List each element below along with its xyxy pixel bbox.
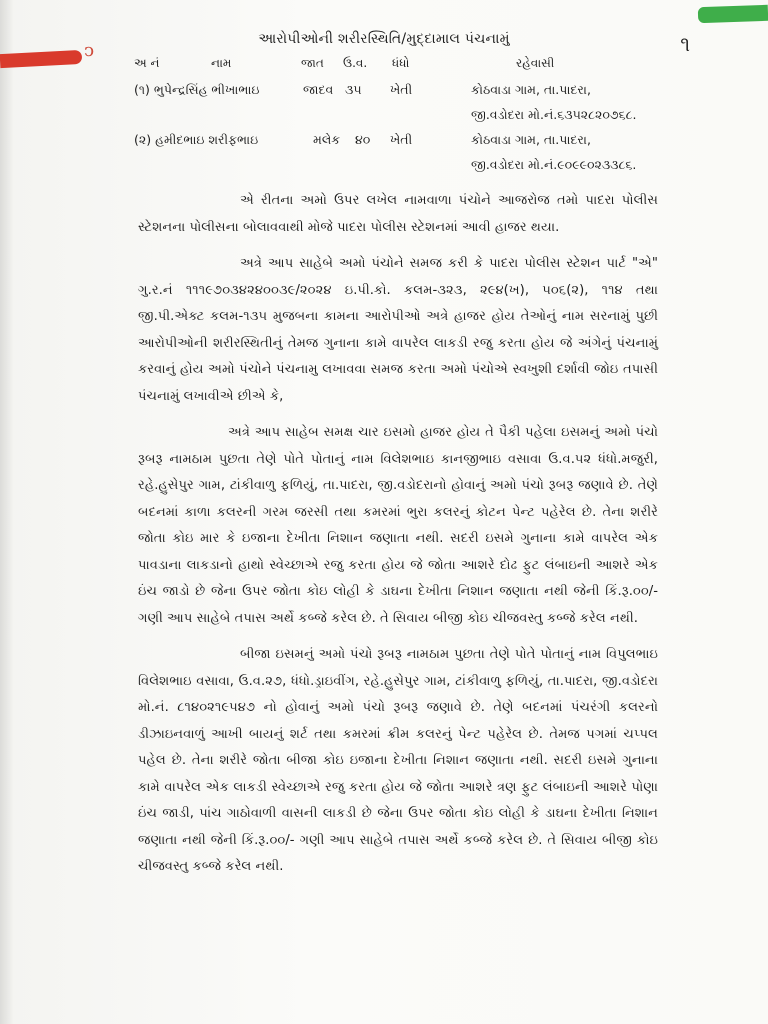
header-age: ઉ.વ. bbox=[343, 56, 368, 70]
paragraph-4: બીજા ઇસમનું અમો પંચો રૂબરૂ નામઠામ પુછતા તેણે પોતે પોતાનું નામ વિપુલભાઇ વિલેશભાઇ વસાવા, ઉ.વ.૨૭, ધંધો.ડ્રાઇવીંગ, રહે.હુસેપુર ગામ, ટાંકીવાળુ ફળિયું, તા.પાદરા, જી.વડોદરા મો.નં. ૮૧૪૦૨૧૯૫૪૭ નો હોવાનું અમો પંચો રૂબરૂ જણાવે છે. તેણે બદનમાં પંચરંગી કલરનો ડીઝાઇનવાળું આખી બાયનું શર્ટ તથા કમરમાં ક્રીમ કલરનું પેન્ટ પહેરેલ છે. તેમજ પગમાં ચપ્પલ પહેલ છે. તેના શરીરે જોતા બીજા કોઇ ઇજાના દેખીતા નિશાન જણાતા નથી. સદરી ઇસમે ગુનાના કામે વાપરેલ એક લાકડી સ્વેચ્છાએ રજુ કરતા હોય જે જોતા આશરે ત્રણ ફુટ લંબાઇની આશરે પોણા ઇંચ જાડી, પાંચ ગાઠોવાળી વાસની લાકડી છે જેના ઉપર જોતા કોઇ લોહી કે ડાઘના દેખીતા નિશાન જણાતા નથી જેની કિં.રૂ.૦૦/- ગણી આપ સાહેબે તપાસ અર્થે કબ્જે કરેલ છે. તે સિવાય બીજી કોઇ ચીજવસ્તુ કબ્જે કરેલ નથી. bbox=[138, 647, 658, 874]
panch-2-age: ૪૦ bbox=[355, 132, 371, 147]
paragraph-1: એ રીતના અમો ઉપર લખેલ નામવાળા પંચોને આજરોજ તમો પાદરા પોલીસ સ્ટેશનના પોલીસના બોલાવવાથી મોજે પાદરા પોલીસ સ્ટેશનમાં આવી હાજર થયા. bbox=[138, 193, 658, 235]
header-sr-no: અ નં bbox=[134, 56, 160, 70]
paragraph-2: અત્રે આપ સાહેબે અમો પંચોને સમજ કરી કે પાદરા પોલીસ સ્ટેશન પાર્ટ "એ" ગુ.ર.નં ૧૧૧૯૭૦૩૪૨૪૦૦૩૯/૨૦૨૪ ઇ.પી.કો. કલમ-૩૨૩, ૨૯૪(ખ), ૫૦૬(૨), ૧૧૪ તથા જી.પી.એક્ટ કલમ-૧૩૫ મુજબના કામના આરોપીઓ અત્રે હાજર હોય તેઓનું નામ સરનામું પુછી આરોપીઓની શરીરસ્થિતીનું તેમજ ગુનાના કામે વાપરેલ લાકડી રજુ કરતા હોય જે અંગેનું પંચનામું કરવાનું હોય અમો પંચોને પંચનામુ લખાવવા સમજ કરતા અમો પંચોએ સ્વખુશી દર્શાવી જોઇ તપાસી પંચનામું લખાવીએ છીએ કે, bbox=[138, 256, 658, 404]
body-text bbox=[138, 188, 658, 891]
panch-2-address-line1: કોઠવાડા ગામ, તા.પાદરા, bbox=[471, 132, 591, 147]
red-pen-mark bbox=[0, 50, 82, 68]
panch-1-name: (૧) ભુપેન્દ્રસિંહ ભીખાભાઇ bbox=[134, 82, 260, 97]
panch-2-occupation: ખેતી bbox=[390, 132, 413, 147]
green-highlight-mark bbox=[698, 5, 768, 23]
panch-1-occupation: ખેતી bbox=[390, 82, 413, 97]
page-edge-shadow bbox=[0, 0, 14, 1024]
header-name: નામ bbox=[211, 56, 232, 70]
red-pen-hook-mark: ↄ bbox=[84, 40, 95, 61]
panch-1-caste: જાદવ bbox=[303, 82, 334, 97]
header-residence: રહેવાસી bbox=[516, 56, 555, 70]
paragraph-3: અત્રે આપ સાહેબ સમક્ષ ચાર ઇસમો હાજર હોય તે પૈકી પહેલા ઇસમનું અમો પંચો રૂબરૂ નામઠામ પુછતા તેણે પોતે પોતાનું નામ વિલેશભાઇ કાનજીભાઇ વસાવા ઉ.વ.૫૨ ધંધો.મજુરી, રહે.હુસેપુર ગામ, ટાંકીવાળુ ફળિયું, તા.પાદરા, જી.વડોદરાનો હોવાનું અમો પંચો રૂબરૂ જણાવે છે. તેણે બદનમાં કાળા કલરની ગરમ જરસી તથા કમરમાં ભુરા કલરનું કોટન પેન્ટ પહેરેલ છે. તેના શરીરે જોતા કોઇ માર કે ઇજાના દેખીતા નિશાન જણાતા નથી. સદરી ઇસમે ગુનાના કામે વાપરેલ એક પાવડાના લાકડાનો હાથો સ્વેચ્છાએ રજુ કરતા હોય જે જોતા આશરે દોઢ ફુટ લંબાઇની આશરે એક ઇંચ જાડો છે જેના ઉપર જોતા કોઇ લોહી કે ડાઘના દેખીતા નિશાન જણાતા નથી જેની કિં.રૂ.૦૦/- ગણી આપ સાહેબે તપાસ અર્થે કબ્જે કરેલ છે. તે સિવાય બીજી કોઇ ચીજવસ્તુ કબ્જે કરેલ નથી. bbox=[138, 425, 658, 626]
panch-2-address-line2: જી.વડોદરા મો.નં.૯૦૯૯૦૨૩૩૮૬. bbox=[471, 157, 637, 172]
panch-2-caste: મલેક bbox=[313, 132, 341, 147]
panch-1-address-line2: જી.વડોદરા મો.નં.૬૩૫૨૮૨૦૭૬૮. bbox=[471, 107, 637, 122]
page-number: ૧ bbox=[680, 32, 690, 56]
panch-1-address-line1: કોઠવાડા ગામ, તા.પાદરા, bbox=[471, 82, 591, 97]
header-caste: જાત bbox=[301, 56, 324, 70]
document-title: આરોપીઓની શરીરસ્થિતિ/મુદ્દામાલ પંચનામું bbox=[258, 31, 510, 47]
panch-1-age: ૩૫ bbox=[345, 82, 362, 97]
panch-2-name: (૨) હમીદભાઇ શરીફભાઇ bbox=[134, 132, 259, 147]
header-occupation: ધંધો bbox=[392, 56, 410, 70]
